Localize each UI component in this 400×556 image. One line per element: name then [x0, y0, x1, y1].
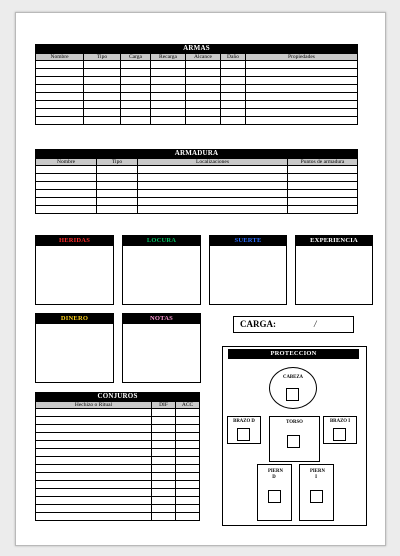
armas-cell[interactable]: [84, 101, 121, 109]
cabeza-checkbox[interactable]: [286, 388, 299, 401]
armas-cell[interactable]: [84, 77, 121, 85]
armas-cell[interactable]: [84, 117, 121, 125]
armadura-cell[interactable]: [97, 182, 138, 190]
armadura-row: [36, 206, 358, 214]
armas-cell[interactable]: [121, 109, 151, 117]
conjuros-row: [36, 433, 200, 441]
armas-cell[interactable]: [121, 69, 151, 77]
armas-cell[interactable]: [151, 61, 186, 69]
conjuros-cell[interactable]: [36, 513, 152, 521]
conjuros-cell[interactable]: [36, 505, 152, 513]
armas-row: [36, 117, 358, 125]
armadura-cell[interactable]: [36, 174, 97, 182]
conjuros-row: [36, 481, 200, 489]
experiencia-box[interactable]: [295, 235, 373, 305]
armadura-cell[interactable]: [97, 174, 138, 182]
conjuros-column-header: Hechizo o Ritual: [36, 402, 152, 409]
armas-cell[interactable]: [186, 101, 221, 109]
conjuros-cell[interactable]: [36, 433, 152, 441]
armas-cell[interactable]: [221, 117, 246, 125]
conjuros-cell[interactable]: [36, 417, 152, 425]
locura-box[interactable]: [122, 235, 201, 305]
conjuros-cell[interactable]: [176, 505, 200, 513]
armas-cell[interactable]: [121, 117, 151, 125]
cabeza-label: CABEZA: [283, 375, 303, 380]
suerte-title: SUERTE: [210, 236, 286, 246]
armas-title: ARMAS: [35, 44, 358, 53]
armas-cell[interactable]: [151, 101, 186, 109]
armadura-cell[interactable]: [36, 206, 97, 214]
armas-cell[interactable]: [121, 77, 151, 85]
armas-cell[interactable]: [246, 77, 358, 85]
proteccion-panel: [222, 346, 367, 526]
conjuros-cell[interactable]: [36, 449, 152, 457]
conjuros-row: [36, 465, 200, 473]
armas-cell[interactable]: [246, 101, 358, 109]
conjuros-row: [36, 489, 200, 497]
conjuros-cell[interactable]: [176, 457, 200, 465]
dinero-title: DINERO: [36, 314, 113, 324]
armas-column-header: Tipo: [84, 54, 121, 61]
pierna-i-checkbox[interactable]: [310, 490, 323, 503]
armas-cell[interactable]: [246, 61, 358, 69]
conjuros-cell[interactable]: [152, 433, 176, 441]
conjuros-cell[interactable]: [176, 481, 200, 489]
armadura-column-header: Puntos de armadura: [288, 159, 358, 166]
conjuros-row: [36, 409, 200, 417]
pierna-d-label: PIERN D: [268, 469, 283, 480]
armadura-cell[interactable]: [288, 182, 358, 190]
armas-cell[interactable]: [186, 85, 221, 93]
brazo-i-part[interactable]: [323, 416, 357, 444]
armas-cell[interactable]: [36, 69, 84, 77]
conjuros-row: [36, 513, 200, 521]
heridas-title: HERIDAS: [36, 236, 113, 246]
conjuros-cell[interactable]: [36, 425, 152, 433]
carga-field[interactable]: [233, 316, 354, 333]
armas-cell[interactable]: [151, 109, 186, 117]
cabeza-part[interactable]: [269, 367, 317, 409]
armas-cell[interactable]: [84, 61, 121, 69]
armadura-row: [36, 190, 358, 198]
armas-cell[interactable]: [186, 117, 221, 125]
brazo-i-label: BRAZO I: [329, 419, 351, 424]
conjuros-cell[interactable]: [152, 497, 176, 505]
conjuros-cell[interactable]: [176, 497, 200, 505]
armadura-cell[interactable]: [288, 166, 358, 174]
character-sheet-page: [15, 12, 386, 546]
armas-cell[interactable]: [121, 93, 151, 101]
notas-box[interactable]: [122, 313, 201, 383]
conjuros-cell[interactable]: [176, 449, 200, 457]
conjuros-cell[interactable]: [176, 417, 200, 425]
armadura-row: [36, 166, 358, 174]
conjuros-cell[interactable]: [176, 433, 200, 441]
conjuros-cell[interactable]: [176, 409, 200, 417]
armas-cell[interactable]: [84, 109, 121, 117]
armas-section: [35, 44, 358, 125]
conjuros-cell[interactable]: [152, 505, 176, 513]
torso-part[interactable]: [269, 416, 320, 462]
conjuros-cell[interactable]: [176, 473, 200, 481]
armas-cell[interactable]: [36, 85, 84, 93]
armas-cell[interactable]: [186, 109, 221, 117]
armadura-cell[interactable]: [138, 174, 288, 182]
armadura-row: [36, 182, 358, 190]
conjuros-cell[interactable]: [152, 409, 176, 417]
armadura-cell[interactable]: [97, 166, 138, 174]
conjuros-cell[interactable]: [176, 465, 200, 473]
torso-checkbox[interactable]: [287, 435, 300, 448]
armas-row: [36, 93, 358, 101]
armas-cell[interactable]: [221, 61, 246, 69]
armas-column-header: Nombre: [36, 54, 84, 61]
conjuros-cell[interactable]: [152, 481, 176, 489]
conjuros-cell[interactable]: [152, 473, 176, 481]
brazo-d-part[interactable]: [227, 416, 261, 444]
armadura-cell[interactable]: [138, 206, 288, 214]
conjuros-cell[interactable]: [152, 417, 176, 425]
armas-row: [36, 109, 358, 117]
armadura-cell[interactable]: [288, 198, 358, 206]
conjuros-cell[interactable]: [36, 473, 152, 481]
armadura-cell[interactable]: [97, 206, 138, 214]
armas-cell[interactable]: [221, 109, 246, 117]
conjuros-section: [35, 392, 200, 521]
armas-cell[interactable]: [121, 85, 151, 93]
suerte-box[interactable]: [209, 235, 287, 305]
armas-column-header: Alcance: [186, 54, 221, 61]
conjuros-row: [36, 473, 200, 481]
conjuros-table: [35, 401, 200, 521]
conjuros-row: [36, 425, 200, 433]
armas-cell[interactable]: [221, 93, 246, 101]
armadura-column-header: Localizaciones: [138, 159, 288, 166]
armas-cell[interactable]: [36, 101, 84, 109]
locura-title: LOCURA: [123, 236, 200, 246]
armadura-cell[interactable]: [36, 190, 97, 198]
armadura-cell[interactable]: [138, 166, 288, 174]
armas-cell[interactable]: [121, 101, 151, 109]
armas-cell[interactable]: [36, 117, 84, 125]
armadura-row: [36, 198, 358, 206]
armas-cell[interactable]: [186, 77, 221, 85]
armas-column-header: Daño: [221, 54, 246, 61]
armadura-cell[interactable]: [97, 198, 138, 206]
conjuros-row: [36, 505, 200, 513]
armadura-title: ARMADURA: [35, 149, 358, 158]
armas-row: [36, 69, 358, 77]
armas-cell[interactable]: [246, 69, 358, 77]
armadura-cell[interactable]: [97, 190, 138, 198]
conjuros-row: [36, 449, 200, 457]
armas-cell[interactable]: [246, 93, 358, 101]
armas-cell[interactable]: [151, 69, 186, 77]
armas-cell[interactable]: [246, 109, 358, 117]
heridas-box[interactable]: [35, 235, 114, 305]
conjuros-cell[interactable]: [152, 465, 176, 473]
armadura-cell[interactable]: [288, 174, 358, 182]
armas-cell[interactable]: [221, 101, 246, 109]
conjuros-cell[interactable]: [152, 449, 176, 457]
conjuros-column-header: DIF: [152, 402, 176, 409]
armadura-column-header: Nombre: [36, 159, 97, 166]
conjuros-cell[interactable]: [152, 457, 176, 465]
armas-column-header: Propiedades: [246, 54, 358, 61]
pierna-d-part[interactable]: [257, 464, 292, 521]
armas-cell[interactable]: [246, 85, 358, 93]
conjuros-row: [36, 441, 200, 449]
armas-row: [36, 85, 358, 93]
armadura-cell[interactable]: [138, 198, 288, 206]
armadura-section: [35, 149, 358, 214]
conjuros-cell[interactable]: [36, 489, 152, 497]
armas-cell[interactable]: [36, 93, 84, 101]
armas-row: [36, 101, 358, 109]
conjuros-cell[interactable]: [176, 513, 200, 521]
pierna-i-part[interactable]: [299, 464, 334, 521]
carga-label: CARGA:: [240, 319, 276, 329]
armas-cell[interactable]: [36, 61, 84, 69]
conjuros-cell[interactable]: [176, 441, 200, 449]
armas-cell[interactable]: [246, 117, 358, 125]
conjuros-title: CONJUROS: [35, 392, 200, 401]
conjuros-cell[interactable]: [36, 497, 152, 505]
armas-row: [36, 77, 358, 85]
conjuros-cell[interactable]: [36, 457, 152, 465]
armadura-column-header: Tipo: [97, 159, 138, 166]
conjuros-row: [36, 457, 200, 465]
conjuros-cell[interactable]: [36, 481, 152, 489]
experiencia-title: EXPERIENCIA: [296, 236, 372, 246]
armadura-cell[interactable]: [288, 206, 358, 214]
armadura-cell[interactable]: [138, 190, 288, 198]
armadura-cell[interactable]: [288, 190, 358, 198]
armas-cell[interactable]: [121, 61, 151, 69]
armas-cell[interactable]: [84, 93, 121, 101]
conjuros-cell[interactable]: [176, 425, 200, 433]
armas-column-header: Carga: [121, 54, 151, 61]
conjuros-cell[interactable]: [36, 465, 152, 473]
armas-cell[interactable]: [36, 109, 84, 117]
brazo-i-checkbox[interactable]: [333, 428, 346, 441]
armas-cell[interactable]: [151, 93, 186, 101]
armas-cell[interactable]: [186, 93, 221, 101]
armas-cell[interactable]: [151, 117, 186, 125]
armadura-cell[interactable]: [36, 166, 97, 174]
brazo-d-checkbox[interactable]: [237, 428, 250, 441]
armas-cell[interactable]: [221, 77, 246, 85]
armas-cell[interactable]: [221, 69, 246, 77]
armadura-table: [35, 158, 358, 214]
conjuros-cell[interactable]: [152, 425, 176, 433]
brazo-d-label: BRAZO D: [233, 419, 255, 424]
armadura-cell[interactable]: [36, 198, 97, 206]
notas-title: NOTAS: [123, 314, 200, 324]
pierna-d-checkbox[interactable]: [268, 490, 281, 503]
carga-separator: /: [314, 319, 317, 329]
proteccion-title: PROTECCION: [228, 349, 359, 359]
armas-cell[interactable]: [151, 77, 186, 85]
armas-cell[interactable]: [186, 69, 221, 77]
armas-cell[interactable]: [84, 85, 121, 93]
conjuros-cell[interactable]: [152, 513, 176, 521]
armas-column-header: Recarga: [151, 54, 186, 61]
armas-cell[interactable]: [36, 77, 84, 85]
conjuros-cell[interactable]: [36, 441, 152, 449]
conjuros-cell[interactable]: [36, 409, 152, 417]
torso-label: TORSO: [286, 420, 303, 425]
conjuros-column-header: ACC: [176, 402, 200, 409]
conjuros-cell[interactable]: [152, 489, 176, 497]
armas-cell[interactable]: [84, 69, 121, 77]
armas-row: [36, 61, 358, 69]
conjuros-row: [36, 497, 200, 505]
armadura-row: [36, 174, 358, 182]
armadura-cell[interactable]: [138, 182, 288, 190]
pierna-i-label: PIERN I: [310, 469, 325, 480]
armadura-cell[interactable]: [36, 182, 97, 190]
armas-cell[interactable]: [221, 85, 246, 93]
armas-cell[interactable]: [151, 85, 186, 93]
armas-cell[interactable]: [186, 61, 221, 69]
conjuros-cell[interactable]: [152, 441, 176, 449]
dinero-box[interactable]: [35, 313, 114, 383]
conjuros-row: [36, 417, 200, 425]
conjuros-cell[interactable]: [176, 489, 200, 497]
armas-table: [35, 53, 358, 125]
